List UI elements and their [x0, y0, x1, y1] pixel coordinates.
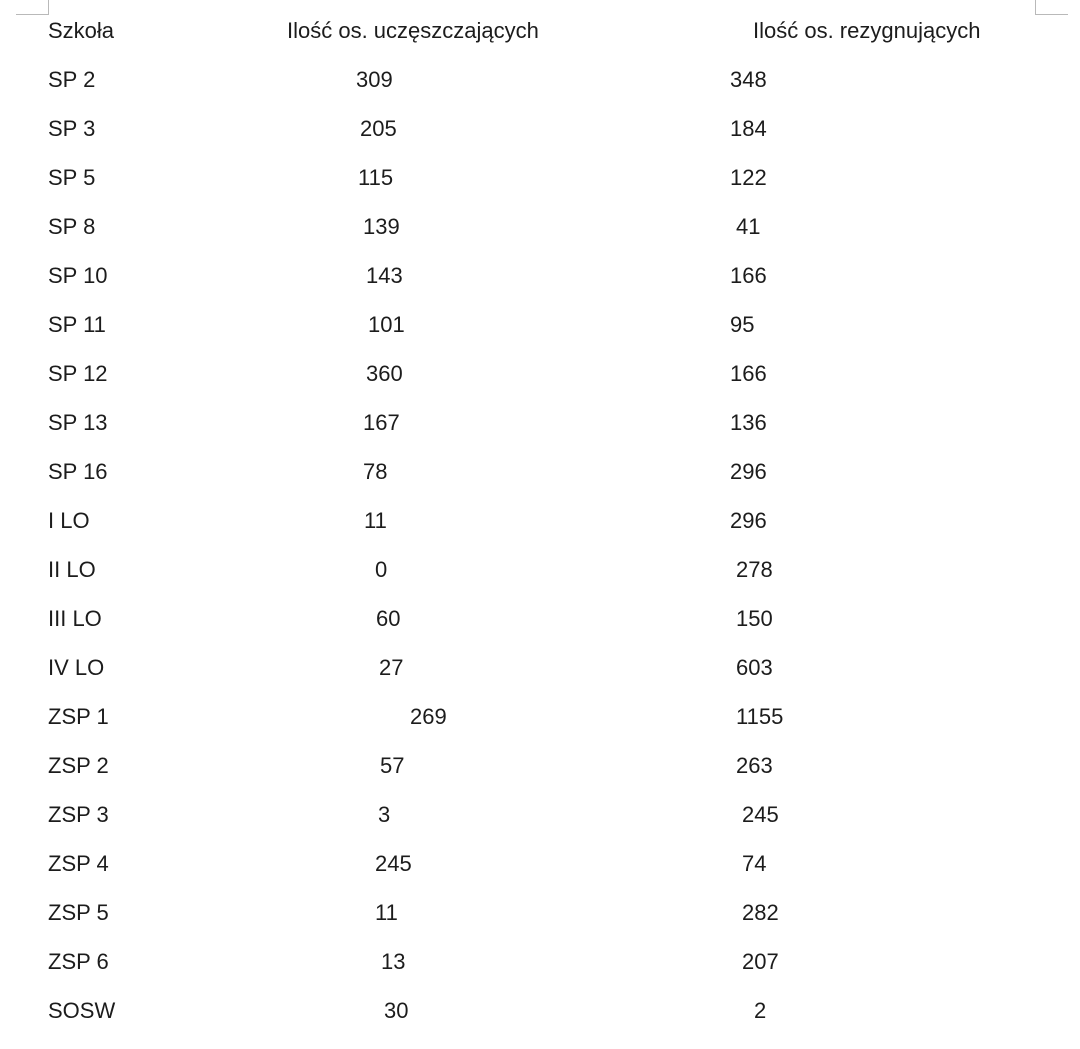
cell-attending: 115 [358, 165, 394, 190]
cell-school: ZSP 1 [48, 704, 109, 729]
cell-resigning: 166 [730, 361, 767, 386]
cell-resigning: 41 [736, 214, 761, 239]
cell-school: ZSP 6 [48, 949, 109, 974]
cell-school: SP 5 [48, 165, 96, 190]
cell-attending: 143 [366, 263, 403, 288]
cell-school: SP 12 [48, 361, 108, 386]
cell-school: IV LO [48, 655, 105, 680]
cell-school: III LO [48, 606, 102, 631]
header-attending: Ilość os. uczęszczających [287, 18, 539, 43]
cell-resigning: 166 [730, 263, 767, 288]
cell-school: SP 10 [48, 263, 108, 288]
cell-resigning: 296 [730, 508, 767, 533]
cell-attending: 101 [368, 312, 405, 337]
cell-resigning: 245 [742, 802, 779, 827]
cell-school: II LO [48, 557, 96, 582]
cell-school: SP 8 [48, 214, 96, 239]
cell-school: ZSP 5 [48, 900, 109, 925]
cell-resigning: 278 [736, 557, 773, 582]
cell-school: SP 2 [48, 67, 96, 92]
cell-school: SP 11 [48, 312, 106, 337]
header-school: Szkoła [48, 18, 115, 43]
cell-resigning: 184 [730, 116, 767, 141]
cell-resigning: 95 [730, 312, 755, 337]
cell-school: I LO [48, 508, 90, 533]
cell-attending: 11 [364, 508, 387, 533]
cell-attending: 27 [379, 655, 404, 680]
cell-attending: 0 [375, 557, 388, 582]
cell-school: ZSP 4 [48, 851, 109, 876]
cell-resigning: 263 [736, 753, 773, 778]
cell-resigning: 296 [730, 459, 767, 484]
page-corner-mark-right [1035, 0, 1068, 15]
cell-resigning: 2 [754, 998, 767, 1023]
cell-attending: 269 [410, 704, 447, 729]
page-corner-mark-left [16, 0, 49, 15]
cell-attending: 3 [378, 802, 391, 827]
cell-resigning: 74 [742, 851, 767, 876]
cell-resigning: 1155 [736, 704, 784, 729]
cell-resigning: 603 [736, 655, 773, 680]
cell-attending: 205 [360, 116, 397, 141]
cell-resigning: 282 [742, 900, 779, 925]
cell-resigning: 207 [742, 949, 779, 974]
cell-school: ZSP 2 [48, 753, 109, 778]
header-resigning: Ilość os. rezygnujących [753, 18, 981, 43]
cell-resigning: 150 [736, 606, 773, 631]
cell-attending: 57 [380, 753, 405, 778]
cell-attending: 30 [384, 998, 409, 1023]
cell-resigning: 136 [730, 410, 767, 435]
cell-attending: 360 [366, 361, 403, 386]
cell-resigning: 122 [730, 165, 767, 190]
cell-attending: 139 [363, 214, 400, 239]
cell-school: SOSW [48, 998, 116, 1023]
cell-resigning: 348 [730, 67, 767, 92]
cell-school: SP 3 [48, 116, 96, 141]
cell-school: SP 13 [48, 410, 108, 435]
cell-school: ZSP 3 [48, 802, 109, 827]
cell-attending: 60 [376, 606, 401, 631]
cell-attending: 245 [375, 851, 412, 876]
cell-attending: 78 [363, 459, 388, 484]
cell-attending: 11 [375, 900, 398, 925]
cell-attending: 309 [356, 67, 393, 92]
cell-attending: 13 [381, 949, 406, 974]
cell-attending: 167 [363, 410, 400, 435]
cell-school: SP 16 [48, 459, 108, 484]
